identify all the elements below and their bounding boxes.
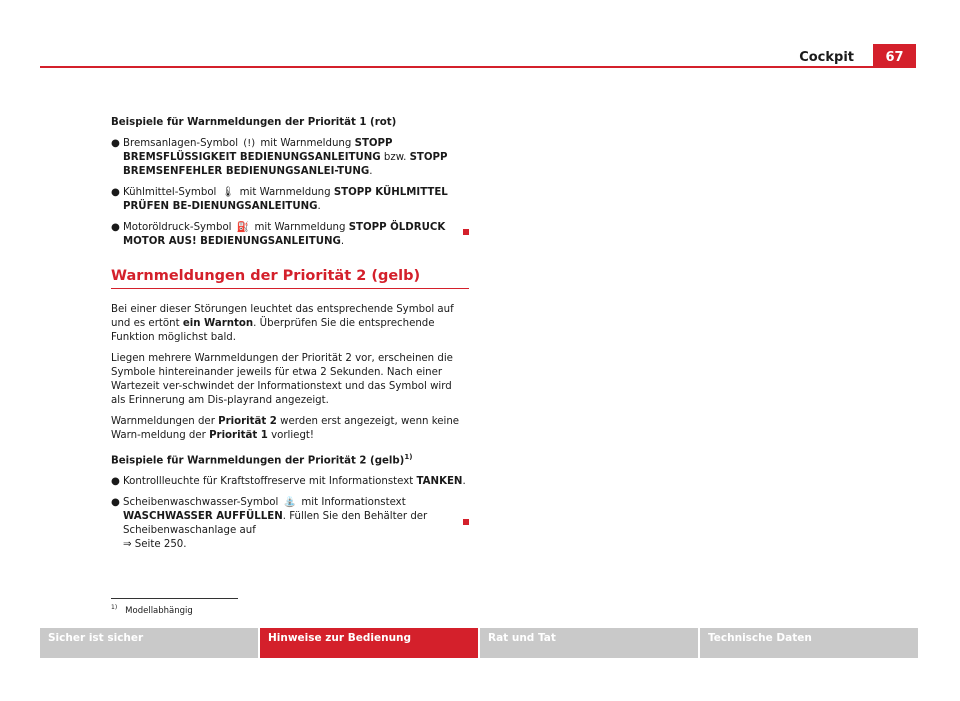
bullet-dot: ●: [111, 222, 120, 233]
priority1-section: [111, 116, 469, 256]
tab-rat-und-tat[interactable]: Rat und Tat: [480, 628, 698, 658]
priority2-section: [111, 303, 469, 559]
footnote: [111, 604, 193, 616]
list-item: ● Kühlmittel-Symbol 🌡 mit Warnmeldung STOPP KÜHLMITTEL PRÜFEN BE-DIENUNGSANLEITUNG.: [111, 187, 448, 212]
section-heading: [111, 268, 469, 289]
washer-fluid-icon: ⛲: [283, 497, 297, 509]
chapter-tabs: [40, 628, 918, 658]
bullet-dot: ●: [111, 187, 120, 198]
list-item: ● Bremsanlagen-Symbol (!) mit Warnmeldung STOPP BREMSFLÜSSIGKEIT BEDIENUNGSANLEITUNG bzw. STOPP BREMSENFEHLER BEDIENUNGSANLEI-TUNG.: [111, 138, 448, 177]
paragraph: Bei einer dieser Störungen leuchtet das entsprechende Symbol auf und es ertönt ein Warnton. Überprüfen Sie die entsprechende Funktion möglichst bald.: [111, 304, 454, 343]
footnote-text: Modellabhängig: [125, 605, 193, 616]
section-end-marker: [463, 519, 469, 525]
tab-hinweise-zur-bedienung[interactable]: Hinweise zur Bedienung: [260, 628, 478, 658]
list-item: ● Kontrollleuchte für Kraftstoffreserve mit Informationstext TANKEN.: [111, 476, 466, 488]
tab-sicher-ist-sicher[interactable]: Sicher ist sicher: [40, 628, 258, 658]
list-item: ● Motoröldruck-Symbol ⛽ mit Warnmeldung STOPP ÖLDRUCK MOTOR AUS! BEDIENUNGSANLEITUNG.: [111, 222, 446, 247]
page-reference-link[interactable]: ⇒ Seite 250.: [123, 539, 187, 551]
footnote-rule: [111, 598, 238, 599]
priority1-heading: Beispiele für Warnmeldungen der Priorität 1 (rot): [111, 117, 397, 128]
bullet-dot: ●: [111, 138, 120, 149]
examples-heading: Beispiele für Warnmeldungen der Priorität 2 (gelb)$^{1)}$: [111, 453, 413, 467]
section-title: Cockpit: [799, 50, 854, 65]
paragraph: Warnmeldungen der Priorität 2 werden erst angezeigt, wenn keine Warn-meldung der Priorität 1 vorliegt!: [111, 416, 460, 441]
page-number: 67: [885, 50, 904, 65]
priority2-title: Warnmeldungen der Priorität 2 (gelb): [111, 268, 421, 284]
header-rule: [40, 66, 916, 68]
footnote-ref[interactable]: 1): [404, 453, 413, 461]
paragraph: Liegen mehrere Warnmeldungen der Priorität 2 vor, erscheinen die Symbole hintereinander jeweils für etwa 2 Sekunden. Nach einer Wartezeit ver-schwindet der Informationstext und das Symbol wird als Erinnerung am Dis-playrand angezeigt.: [111, 353, 453, 406]
list-item: ● Scheibenwaschwasser-Symbol ⛲ mit Informationstext WASCHWASSER AUFFÜLLEN. Füllen Sie den Behälter der Scheibenwaschanlage auf ⇒ Seite 250.: [111, 497, 428, 551]
coolant-icon: 🌡: [221, 187, 235, 198]
tab-technische-daten[interactable]: Technische Daten: [700, 628, 918, 658]
bullet-dot: ●: [111, 497, 120, 509]
section-end-marker: [463, 229, 469, 235]
footnote-marker: 1): [111, 604, 118, 611]
brake-warning-icon: (!): [243, 138, 256, 149]
oil-pressure-icon: ⛽: [236, 222, 250, 233]
bullet-dot: ●: [111, 476, 120, 488]
page-number-box: [873, 44, 916, 68]
